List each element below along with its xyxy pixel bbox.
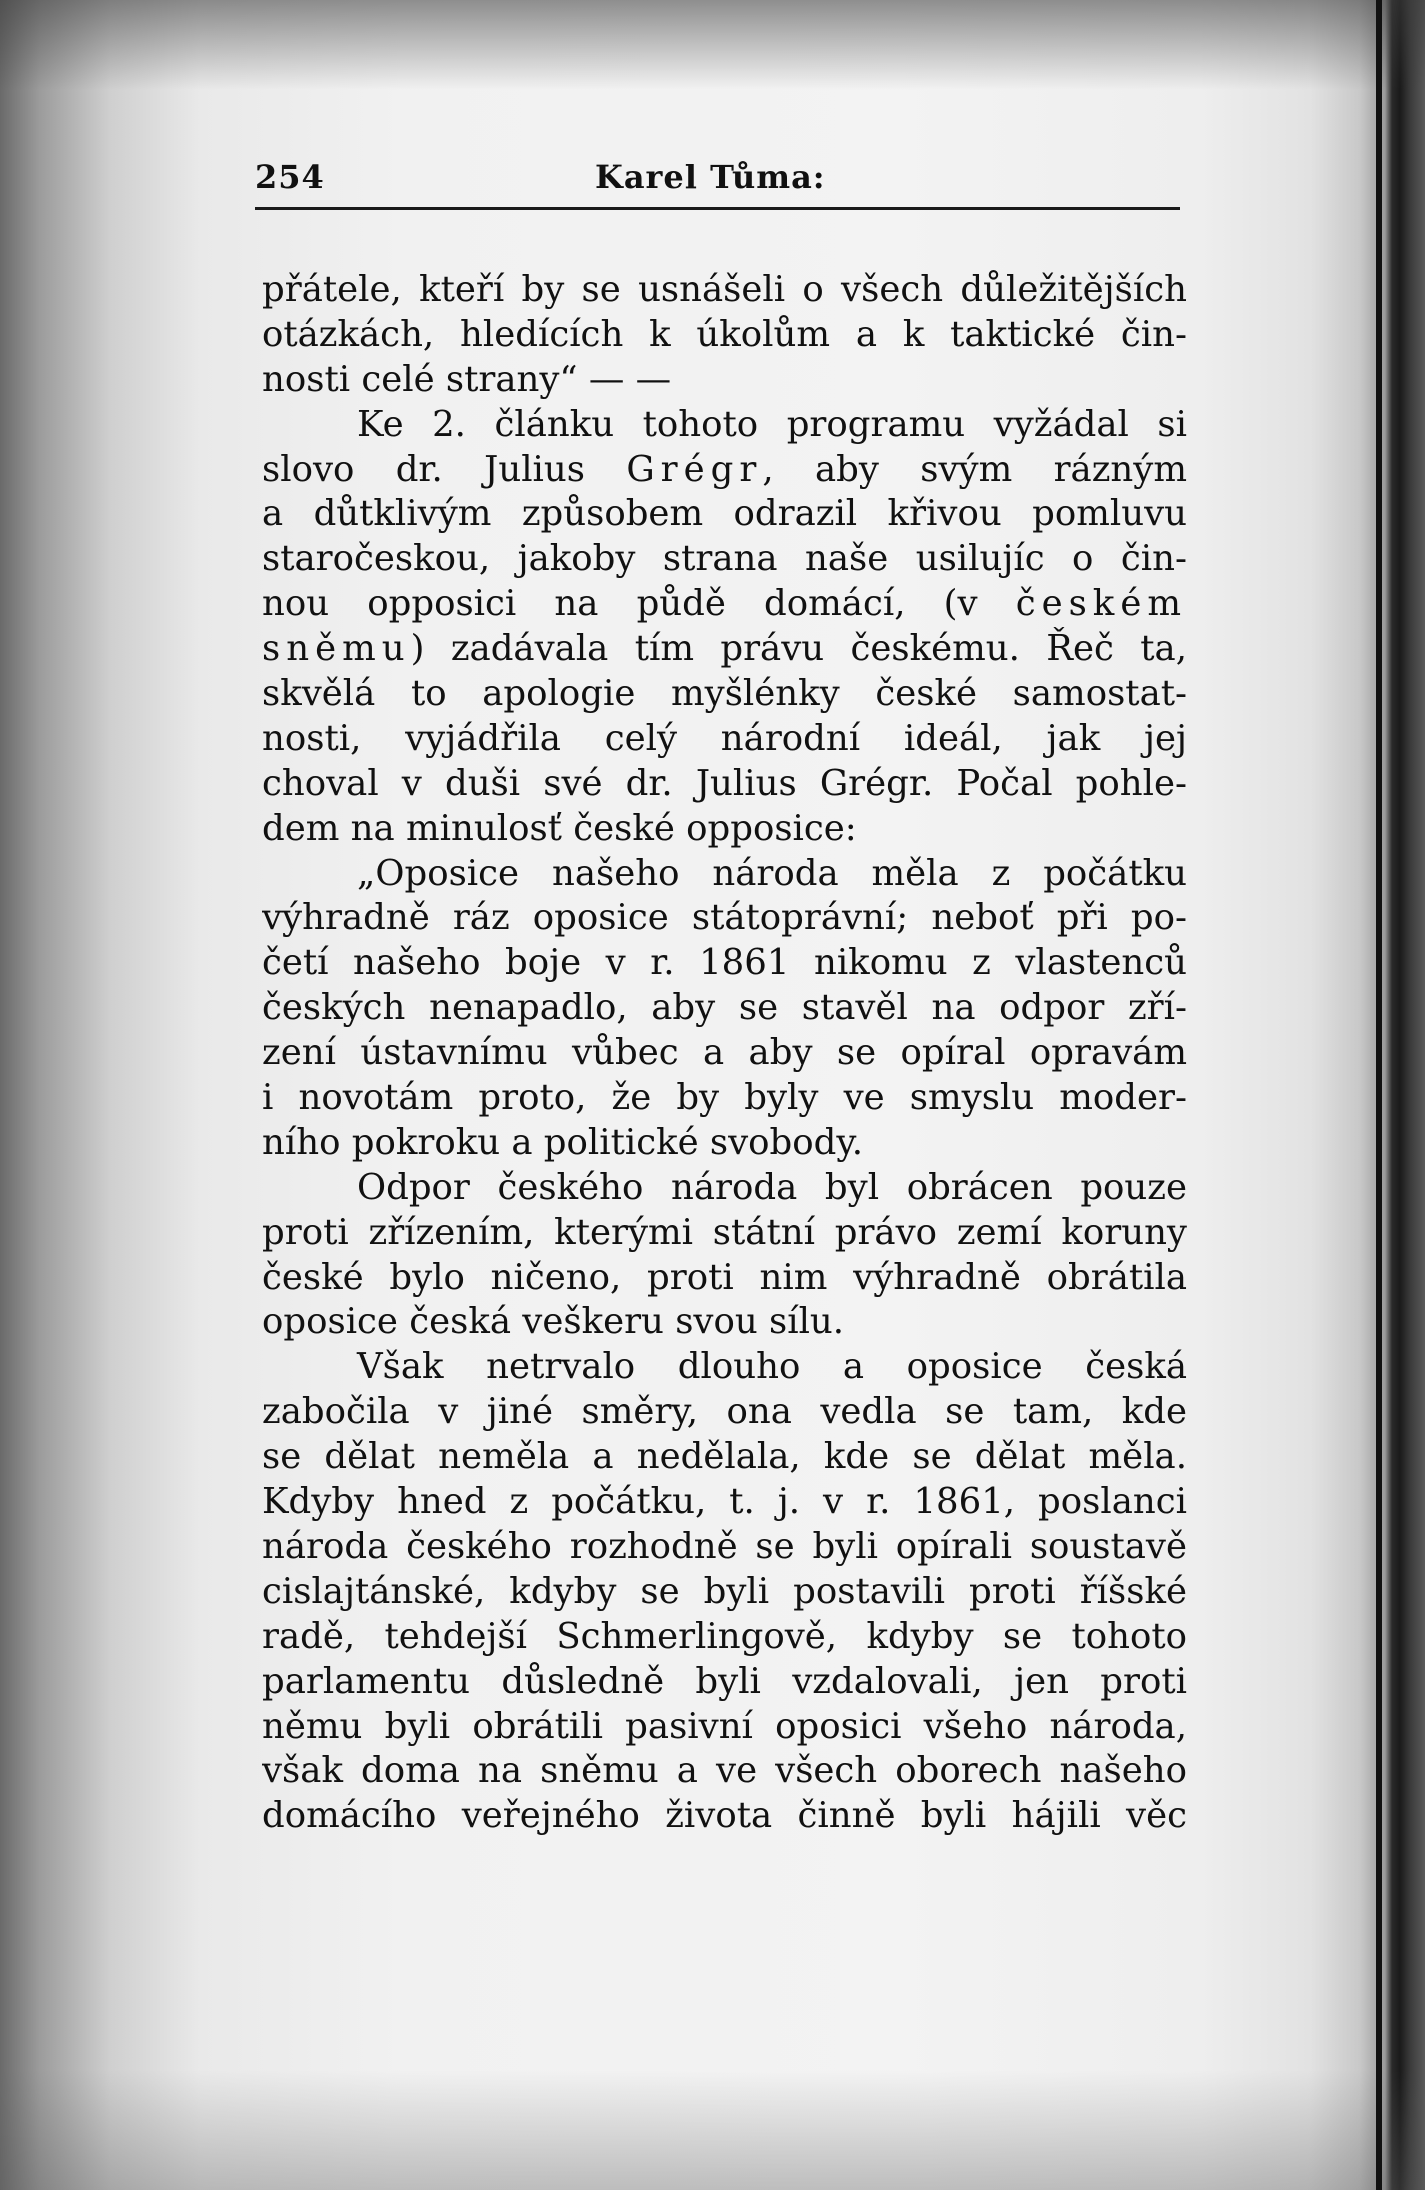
- text-run: výhradně ráz oposice státoprávní; neboť při po-: [262, 897, 1187, 939]
- text-run: českých nenapadlo, aby se stavěl na odpor zří-: [262, 987, 1187, 1029]
- text-run: Ke 2. článku tohoto programu vyžádal si: [357, 403, 1187, 445]
- text-run: slovo dr. Julius: [262, 448, 627, 490]
- spaced-emphasis-text: sněmu: [262, 628, 411, 670]
- text-line: [262, 1166, 1187, 1211]
- text-run: otázkách, hledících k úkolům a k taktické čin-: [262, 313, 1187, 355]
- text-line: [262, 492, 1187, 537]
- text-run: české bylo ničeno, proti nim výhradně obrátila: [262, 1256, 1187, 1298]
- text-line: [262, 1525, 1187, 1570]
- text-run: zení ústavnímu vůbec a aby se opíral opravám: [262, 1032, 1187, 1074]
- text-line: [262, 762, 1187, 807]
- text-run: proti zřízením, kterými státní právo zemí koruny: [262, 1211, 1187, 1253]
- text-line: [262, 1390, 1187, 1435]
- header-rule: [255, 207, 1180, 210]
- text-run: choval v duši své dr. Julius Grégr. Počal pohle-: [262, 762, 1187, 804]
- text-run: a důtklivým způsobem odrazil křivou pomluvu: [262, 493, 1187, 535]
- text-run: nosti, vyjádřila celý národní ideál, jak jej: [262, 717, 1187, 759]
- text-run: Však netrvalo dlouho a oposice česká: [357, 1346, 1187, 1388]
- text-line: [262, 807, 1187, 852]
- text-line: [262, 537, 1187, 582]
- text-line: [262, 672, 1187, 717]
- text-run: nou opposici na půdě domácí, (v: [262, 583, 1016, 625]
- text-run: ního pokroku a politické svobody.: [262, 1121, 864, 1163]
- book-spine-edge: [1376, 0, 1382, 2190]
- text-run: Odpor českého národa byl obrácen pouze: [357, 1166, 1187, 1208]
- text-line: [262, 1794, 1187, 1839]
- text-run: i novotám proto, že by byly ve smyslu moder-: [262, 1077, 1187, 1119]
- text-line: [262, 1076, 1187, 1121]
- text-run: oposice česká veškeru svou sílu.: [262, 1301, 845, 1343]
- text-line: [262, 1615, 1187, 1660]
- page-number: 254: [255, 158, 325, 196]
- top-edge-shadow: [0, 0, 1425, 90]
- text-run: přátele, kteří by se usnášeli o všech důležitějších: [262, 269, 1187, 310]
- text-run: však doma na sněmu a ve všech oborech našeho: [262, 1750, 1187, 1792]
- text-line: [262, 627, 1187, 672]
- text-run: staročeskou, jakoby strana naše usilujíc o čin-: [262, 538, 1187, 580]
- text-run: dem na minulosť české opposice:: [262, 807, 857, 849]
- text-run: Kdyby hned z počátku, t. j. v r. 1861, poslanci: [262, 1481, 1187, 1523]
- text-line: [262, 986, 1187, 1031]
- text-line: [262, 1031, 1187, 1076]
- text-line: [262, 1749, 1187, 1794]
- text-line: [262, 1660, 1187, 1705]
- spaced-emphasis-text: českém: [1015, 583, 1187, 625]
- text-line: [262, 1345, 1187, 1390]
- text-run: radě, tehdejší Schmerlingově, kdyby se tohoto: [262, 1615, 1187, 1657]
- text-run: němu byli obrátili pasivní oposici všeho národa,: [262, 1705, 1187, 1747]
- text-run: „Oposice našeho národa měla z počátku: [357, 852, 1187, 894]
- text-run: se dělat neměla a nedělala, kde se dělat měla.: [262, 1436, 1187, 1478]
- text-line: [262, 1211, 1187, 1256]
- text-run: skvělá to apologie myšlénky české samostat-: [262, 673, 1187, 715]
- running-head: Karel Tůma:: [595, 158, 826, 196]
- bottom-edge-shadow: [0, 2070, 1425, 2190]
- text-line: [262, 403, 1187, 448]
- text-run: domácího veřejného života činně byli hájili věc: [262, 1795, 1187, 1837]
- text-line: [262, 448, 1187, 493]
- text-line: [262, 1300, 1187, 1345]
- text-run: parlamentu důsledně byli vzdalovali, jen proti: [262, 1660, 1187, 1702]
- text-line: [262, 1480, 1187, 1525]
- text-line: [262, 582, 1187, 627]
- page-header: [255, 158, 1180, 208]
- text-line: [262, 1435, 1187, 1480]
- text-run: četí našeho boje v r. 1861 nikomu z vlastenců: [262, 942, 1187, 984]
- text-line: [262, 358, 1187, 403]
- text-line: [262, 1121, 1187, 1166]
- spaced-emphasis-text: Grégr: [626, 448, 763, 490]
- text-run: , aby svým rázným: [762, 448, 1187, 490]
- text-line: [262, 1705, 1187, 1750]
- text-line: [262, 313, 1187, 358]
- text-run: národa českého rozhodně se byli opírali soustavě: [262, 1525, 1187, 1567]
- text-line: [262, 717, 1187, 762]
- text-line: [262, 896, 1187, 941]
- text-run: ) zadávala tím právu českému. Řeč ta,: [410, 628, 1187, 670]
- text-line: [262, 941, 1187, 986]
- text-line: [262, 852, 1187, 897]
- text-line: [262, 1570, 1187, 1615]
- text-run: cislajtánské, kdyby se byli postavili proti říšské: [262, 1570, 1187, 1612]
- body-text: [262, 268, 1187, 1839]
- text-run: nosti celé strany“ — —: [262, 358, 672, 400]
- text-line: [262, 268, 1187, 313]
- text-line: [262, 1256, 1187, 1301]
- text-run: zabočila v jiné směry, ona vedla se tam, kde: [262, 1391, 1187, 1433]
